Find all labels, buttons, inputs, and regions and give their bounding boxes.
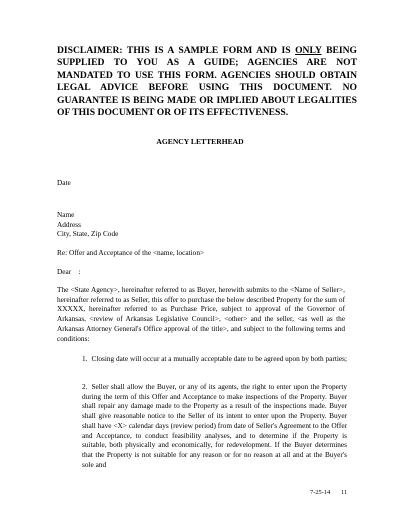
date-label: Date — [57, 178, 71, 187]
term-number: 2. — [82, 382, 88, 391]
footer-date: 7-25-14 — [310, 489, 331, 496]
disclaimer-only: ONLY — [295, 45, 322, 56]
agency-letterhead: AGENCY LETTERHEAD — [156, 137, 244, 146]
recipient-name: Name — [57, 210, 75, 219]
recipient-address: Address — [57, 219, 81, 229]
disclaimer-text-end: BEING SUPPLIED TO YOU AS A GUIDE; AGENCIES ARE NOT MANDATED TO USE THIS FORM. AGENCIES SHOULD OBTAIN LEGAL ADVICE BEFORE USING THIS DOCUMENT. NO GUARANTEE IS BEING MADE OR IMPLIED ABOUT LEGALITIES OF THIS DOCUMENT OR OF ITS EFFECTIVENESS. — [57, 45, 357, 119]
term-text: Seller shall allow the Buyer, or any of its agents, the right to enter upon the Property during the term of this Offer and Acceptance to make inspections of the Property. Buyer shall repair any damage made to the Property as a result of the inspections made. Buyer shall give reasonable notice to the Seller of its intent to enter upon the Property. Buyer shall have <X> calendar days (review period) from date of Seller's Agreement to the Offer and Acceptance, to conduct feasibility analyses, and to determine if the Property is suitable, both physically and economically, for redevelopment. If the Buyer determines that the Property is not suitable for any reason or for no reason at all and at the Buyer's sole and — [82, 382, 347, 469]
disclaimer — [57, 45, 357, 119]
recipient-city-state-zip: City, State, Zip Code — [57, 229, 119, 239]
re-line: Re: Offer and Acceptance of the <name, location> — [57, 248, 205, 257]
intro-paragraph: The <State Agency>, hereinafter referred to as Buyer, herewith submits to the <Name of Seller>, hereinafter referred to as Seller, this offer to purchase the below described Property for the sum of XXXXX, hereinafter referred to as Purchase Price, subject to approval of the Governor of Arkansas, <review of Arkansas Legislative Council>, <other> and the seller, <as well as the Arkansas Attorney General's Office approval of the title>, and subject to the following terms and conditions: — [57, 285, 345, 343]
term-text: Closing date will occur at a mutually acceptable date to be agreed upon by both parties; — [91, 354, 347, 363]
salutation: Dear : — [57, 267, 81, 276]
term-item-1 — [82, 354, 347, 364]
disclaimer-text-start: DISCLAIMER: THIS IS A SAMPLE FORM AND IS — [57, 45, 296, 56]
footer-page-number: 11 — [341, 489, 348, 496]
term-item-2 — [82, 382, 347, 469]
term-number: 1. — [82, 354, 88, 363]
